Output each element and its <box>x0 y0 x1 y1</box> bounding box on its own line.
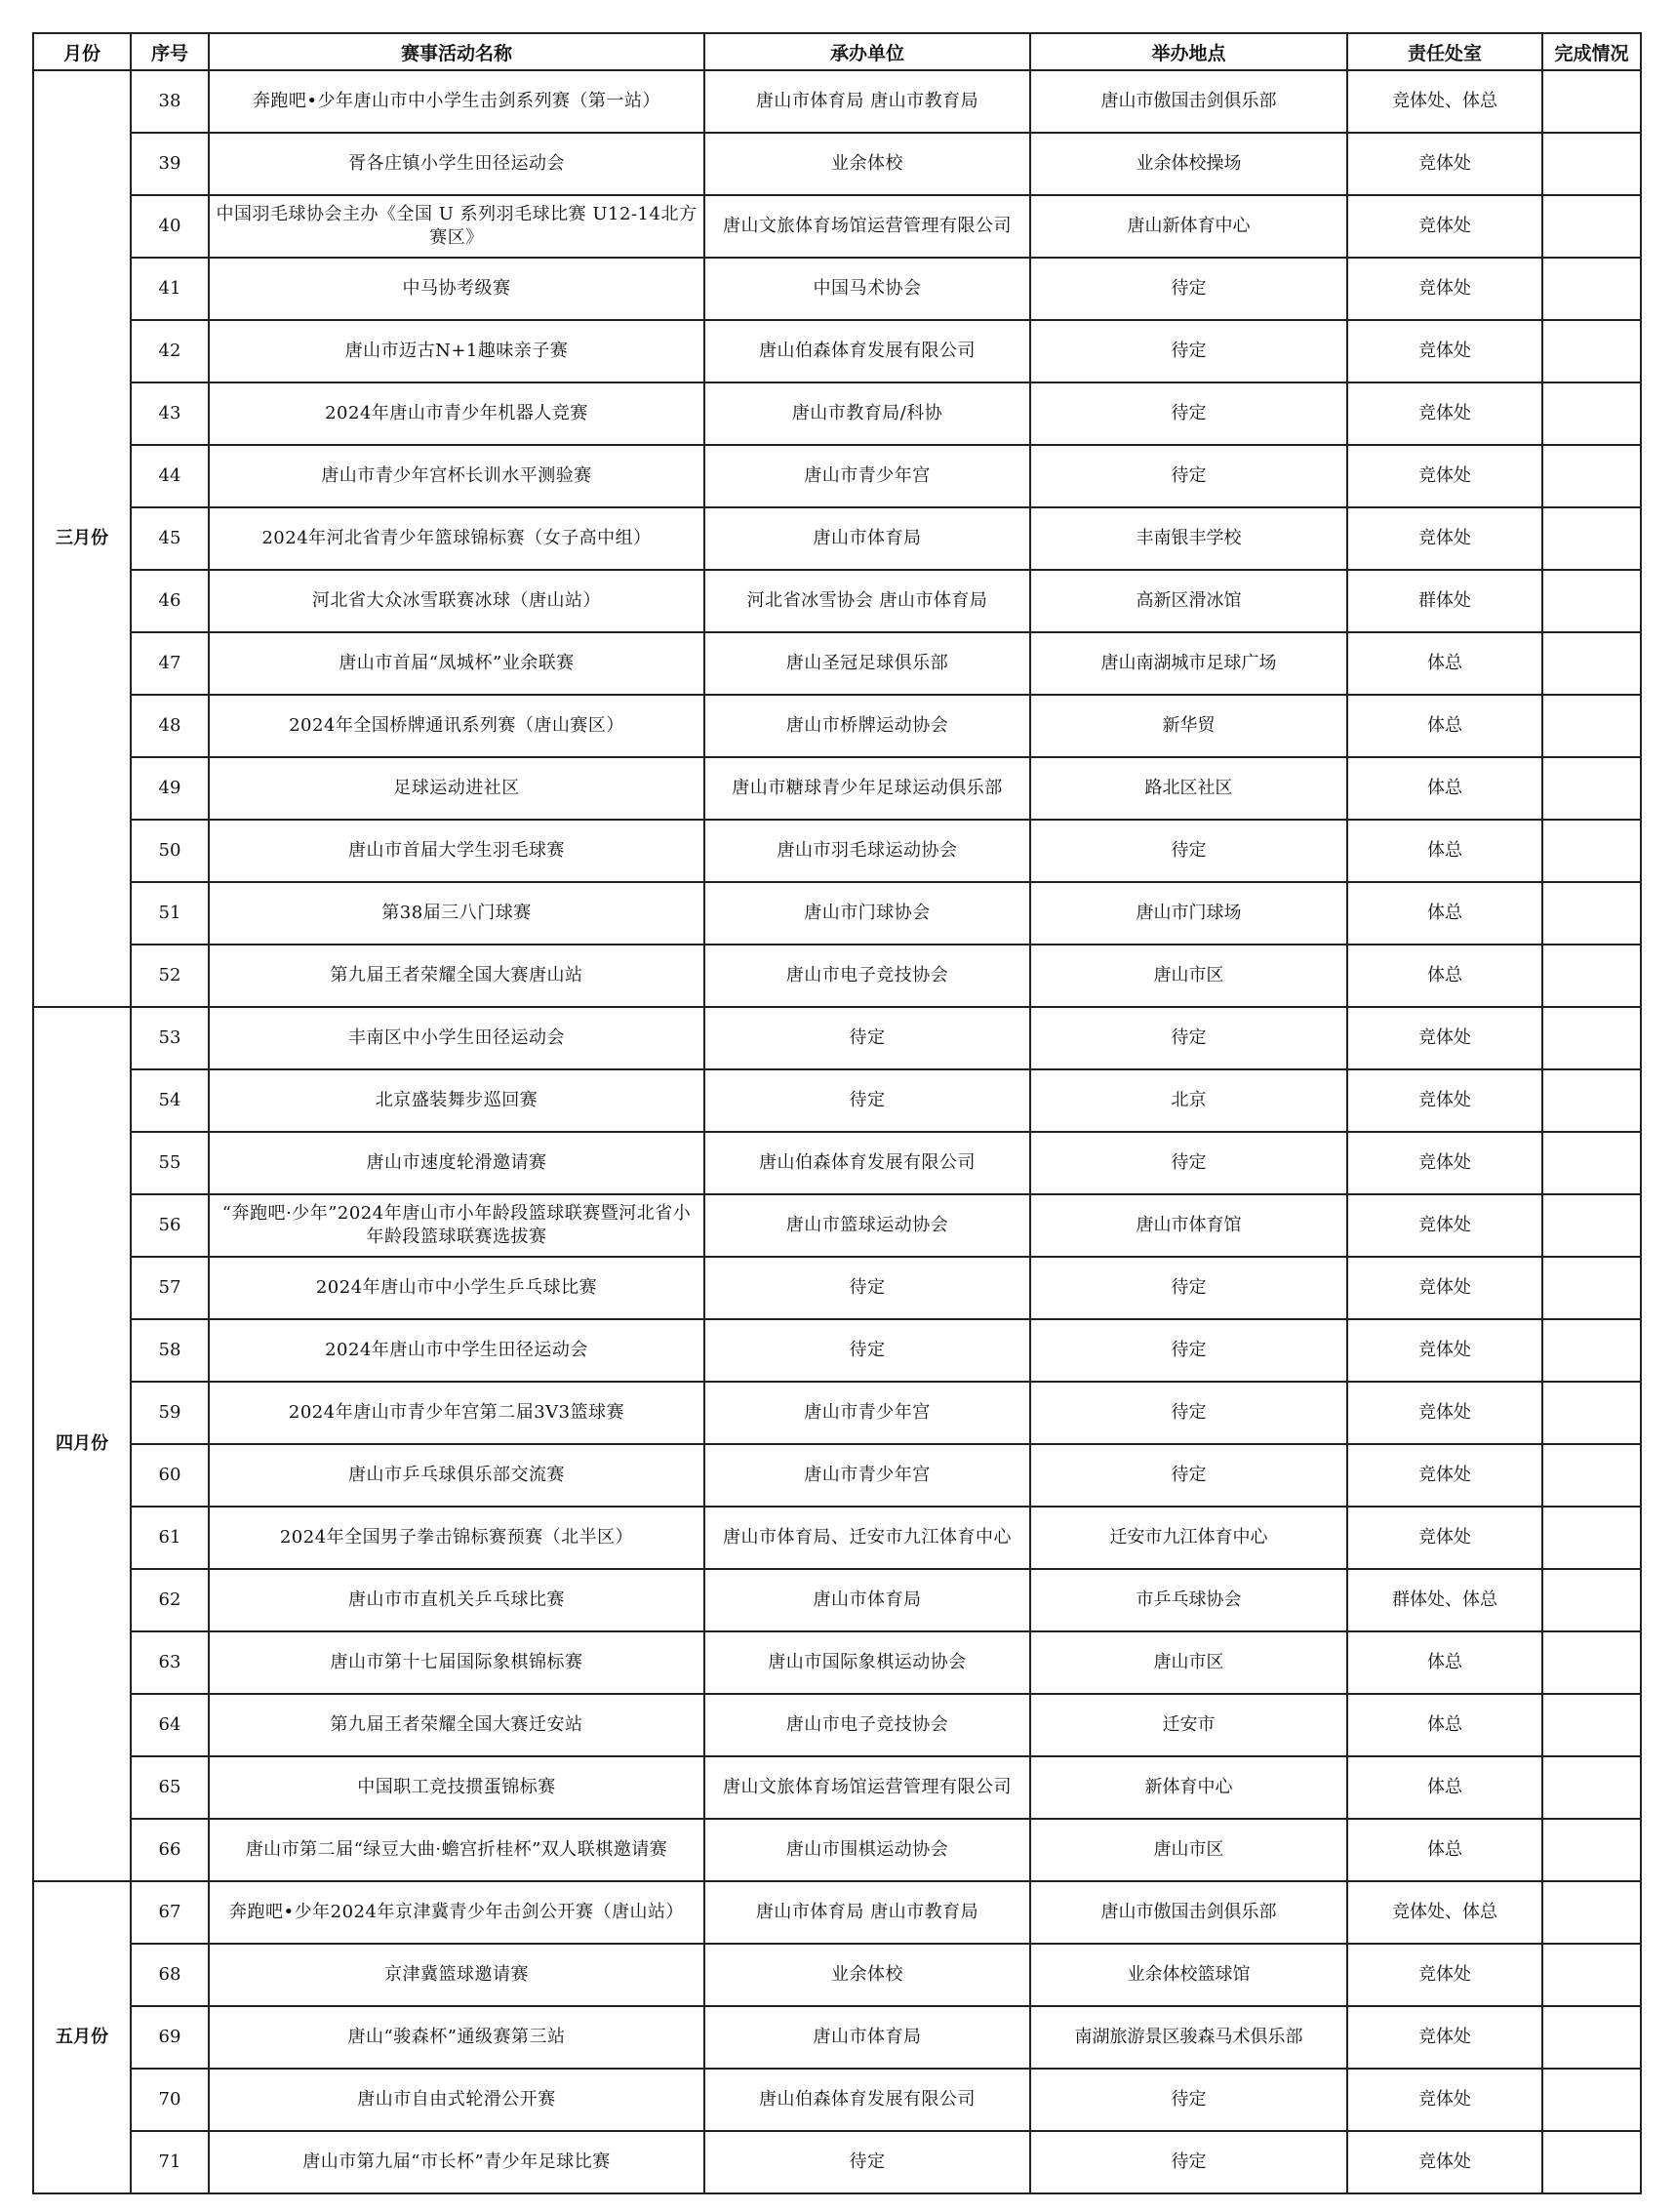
cell-organizer: 中国马术协会 <box>704 258 1030 320</box>
cell-organizer: 唐山伯森体育发展有限公司 <box>704 1132 1030 1194</box>
cell-dept: 竞体处 <box>1347 320 1542 382</box>
cell-organizer: 待定 <box>704 1069 1030 1132</box>
cell-status <box>1542 133 1641 195</box>
cell-dept: 体总 <box>1347 1819 1542 1881</box>
cell-event-name: 2024年唐山市中学生田径运动会 <box>209 1319 704 1382</box>
cell-venue: 高新区滑冰馆 <box>1030 570 1347 632</box>
cell-status <box>1542 1944 1641 2006</box>
cell-organizer: 待定 <box>704 1007 1030 1069</box>
cell-venue: 唐山市门球场 <box>1030 882 1347 945</box>
header-row <box>33 33 1641 70</box>
cell-organizer: 唐山市电子竞技协会 <box>704 1694 1030 1756</box>
cell-event-name: 2024年唐山市青少年机器人竞赛 <box>209 382 704 445</box>
cell-organizer: 唐山市体育局 唐山市教育局 <box>704 1881 1030 1944</box>
cell-organizer: 唐山市围棋运动协会 <box>704 1819 1030 1881</box>
cell-event-name: 唐山市青少年宫杯长训水平测验赛 <box>209 445 704 507</box>
cell-event-name: 唐山“骏森杯”通级赛第三站 <box>209 2006 704 2069</box>
cell-status <box>1542 1257 1641 1319</box>
cell-status <box>1542 195 1641 258</box>
cell-organizer: 唐山市青少年宫 <box>704 1382 1030 1444</box>
cell-event-name: 唐山市自由式轮滑公开赛 <box>209 2069 704 2131</box>
table-row <box>33 1631 1641 1694</box>
cell-status <box>1542 1694 1641 1756</box>
cell-dept: 体总 <box>1347 632 1542 695</box>
cell-dept: 竞体处 <box>1347 1069 1542 1132</box>
cell-dept: 竞体处 <box>1347 1257 1542 1319</box>
cell-event-name: 2024年唐山市中小学生乒乓球比赛 <box>209 1257 704 1319</box>
table-row <box>33 507 1641 570</box>
cell-seq: 58 <box>131 1319 209 1382</box>
cell-organizer: 唐山市糖球青少年足球运动俱乐部 <box>704 757 1030 820</box>
table-row <box>33 757 1641 820</box>
cell-event-name: 京津冀篮球邀请赛 <box>209 1944 704 2006</box>
cell-dept: 竞体处 <box>1347 1319 1542 1382</box>
cell-dept: 体总 <box>1347 882 1542 945</box>
cell-seq: 69 <box>131 2006 209 2069</box>
header-seq: 序号 <box>131 33 209 70</box>
cell-event-name: 唐山市第二届“绿豆大曲·蟾宫折桂杯”双人联棋邀请赛 <box>209 1819 704 1881</box>
event-schedule-table <box>32 32 1642 2194</box>
cell-status <box>1542 820 1641 882</box>
cell-dept: 群体处、体总 <box>1347 1569 1542 1631</box>
table-row <box>33 1444 1641 1507</box>
cell-organizer: 唐山市体育局 <box>704 1569 1030 1631</box>
header-organizer: 承办单位 <box>704 33 1030 70</box>
cell-seq: 59 <box>131 1382 209 1444</box>
header-venue: 举办地点 <box>1030 33 1347 70</box>
cell-seq: 40 <box>131 195 209 258</box>
cell-organizer: 唐山市羽毛球运动协会 <box>704 820 1030 882</box>
table-body <box>33 70 1641 2193</box>
cell-status <box>1542 2006 1641 2069</box>
cell-seq: 50 <box>131 820 209 882</box>
cell-event-name: 丰南区中小学生田径运动会 <box>209 1007 704 1069</box>
cell-dept: 竞体处 <box>1347 1382 1542 1444</box>
cell-seq: 70 <box>131 2069 209 2131</box>
cell-status <box>1542 1382 1641 1444</box>
cell-status <box>1542 1007 1641 1069</box>
table-row <box>33 882 1641 945</box>
cell-event-name: 唐山市首届大学生羽毛球赛 <box>209 820 704 882</box>
cell-organizer: 业余体校 <box>704 133 1030 195</box>
cell-dept: 竞体处 <box>1347 1507 1542 1569</box>
table-row <box>33 1194 1641 1257</box>
cell-event-name: 2024年全国男子拳击锦标赛预赛（北半区） <box>209 1507 704 1569</box>
table-row <box>33 945 1641 1007</box>
cell-seq: 66 <box>131 1819 209 1881</box>
cell-venue: 北京 <box>1030 1069 1347 1132</box>
cell-status <box>1542 2069 1641 2131</box>
table-row <box>33 1319 1641 1382</box>
cell-dept: 竞体处 <box>1347 1944 1542 2006</box>
cell-organizer: 唐山伯森体育发展有限公司 <box>704 320 1030 382</box>
cell-venue: 唐山市区 <box>1030 945 1347 1007</box>
cell-organizer: 唐山市青少年宫 <box>704 445 1030 507</box>
cell-dept: 体总 <box>1347 945 1542 1007</box>
cell-dept: 竞体处 <box>1347 1132 1542 1194</box>
cell-venue: 待定 <box>1030 1319 1347 1382</box>
cell-event-name: 河北省大众冰雪联赛冰球（唐山站） <box>209 570 704 632</box>
cell-event-name: 第九届王者荣耀全国大赛唐山站 <box>209 945 704 1007</box>
cell-seq: 44 <box>131 445 209 507</box>
table-row <box>33 1507 1641 1569</box>
cell-venue: 迁安市 <box>1030 1694 1347 1756</box>
cell-dept: 竞体处 <box>1347 195 1542 258</box>
cell-venue: 迁安市九江体育中心 <box>1030 1507 1347 1569</box>
cell-event-name: 足球运动进社区 <box>209 757 704 820</box>
cell-dept: 竞体处 <box>1347 507 1542 570</box>
cell-seq: 56 <box>131 1194 209 1257</box>
cell-event-name: 中马协考级赛 <box>209 258 704 320</box>
cell-seq: 67 <box>131 1881 209 1944</box>
table-row <box>33 320 1641 382</box>
cell-venue: 唐山市傲国击剑俱乐部 <box>1030 70 1347 133</box>
cell-status <box>1542 2131 1641 2193</box>
cell-venue: 南湖旅游景区骏森马术俱乐部 <box>1030 2006 1347 2069</box>
cell-venue: 待定 <box>1030 2069 1347 2131</box>
cell-seq: 47 <box>131 632 209 695</box>
cell-status <box>1542 70 1641 133</box>
cell-organizer: 唐山市教育局/科协 <box>704 382 1030 445</box>
cell-dept: 竞体处 <box>1347 1007 1542 1069</box>
cell-event-name: 唐山市乒乓球俱乐部交流赛 <box>209 1444 704 1507</box>
cell-organizer: 唐山市青少年宫 <box>704 1444 1030 1507</box>
cell-venue: 待定 <box>1030 382 1347 445</box>
cell-dept: 体总 <box>1347 695 1542 757</box>
table-row <box>33 570 1641 632</box>
table-row <box>33 632 1641 695</box>
cell-venue: 待定 <box>1030 1132 1347 1194</box>
cell-organizer: 唐山市桥牌运动协会 <box>704 695 1030 757</box>
cell-event-name: 唐山市首届“凤城杯”业余联赛 <box>209 632 704 695</box>
cell-dept: 体总 <box>1347 1631 1542 1694</box>
cell-status <box>1542 695 1641 757</box>
cell-venue: 待定 <box>1030 1257 1347 1319</box>
cell-event-name: 唐山市速度轮滑邀请赛 <box>209 1132 704 1194</box>
cell-dept: 竞体处、体总 <box>1347 70 1542 133</box>
table-row <box>33 1069 1641 1132</box>
cell-seq: 48 <box>131 695 209 757</box>
header-month: 月份 <box>33 33 131 70</box>
cell-seq: 54 <box>131 1069 209 1132</box>
header-name: 赛事活动名称 <box>209 33 704 70</box>
cell-dept: 竞体处 <box>1347 1194 1542 1257</box>
table-row <box>33 1881 1641 1944</box>
cell-organizer: 唐山文旅体育场馆运营管理有限公司 <box>704 1756 1030 1819</box>
cell-status <box>1542 1194 1641 1257</box>
cell-venue: 业余体校篮球馆 <box>1030 1944 1347 2006</box>
cell-venue: 待定 <box>1030 1007 1347 1069</box>
cell-status <box>1542 1069 1641 1132</box>
cell-venue: 待定 <box>1030 1382 1347 1444</box>
cell-event-name: 胥各庄镇小学生田径运动会 <box>209 133 704 195</box>
cell-seq: 46 <box>131 570 209 632</box>
cell-event-name: 唐山市市直机关乒乓球比赛 <box>209 1569 704 1631</box>
cell-organizer: 唐山市国际象棋运动协会 <box>704 1631 1030 1694</box>
cell-status <box>1542 1319 1641 1382</box>
cell-venue: 待定 <box>1030 258 1347 320</box>
cell-dept: 竞体处 <box>1347 133 1542 195</box>
cell-organizer: 待定 <box>704 1257 1030 1319</box>
month-cell: 四月份 <box>33 1007 131 1881</box>
cell-status <box>1542 1569 1641 1631</box>
cell-seq: 45 <box>131 507 209 570</box>
month-cell: 三月份 <box>33 70 131 1007</box>
cell-venue: 待定 <box>1030 2131 1347 2193</box>
cell-seq: 64 <box>131 1694 209 1756</box>
cell-seq: 41 <box>131 258 209 320</box>
cell-organizer: 唐山市门球协会 <box>704 882 1030 945</box>
month-cell: 五月份 <box>33 1881 131 2193</box>
cell-status <box>1542 1132 1641 1194</box>
cell-dept: 竞体处、体总 <box>1347 1881 1542 1944</box>
cell-event-name: 2024年河北省青少年篮球锦标赛（女子高中组） <box>209 507 704 570</box>
cell-organizer: 唐山市体育局 唐山市教育局 <box>704 70 1030 133</box>
cell-status <box>1542 570 1641 632</box>
cell-venue: 市乒乓球协会 <box>1030 1569 1347 1631</box>
cell-dept: 竞体处 <box>1347 445 1542 507</box>
table-row <box>33 1756 1641 1819</box>
cell-organizer: 唐山市篮球运动协会 <box>704 1194 1030 1257</box>
cell-seq: 57 <box>131 1257 209 1319</box>
cell-venue: 丰南银丰学校 <box>1030 507 1347 570</box>
cell-dept: 竞体处 <box>1347 2006 1542 2069</box>
cell-seq: 43 <box>131 382 209 445</box>
cell-venue: 唐山市傲国击剑俱乐部 <box>1030 1881 1347 1944</box>
cell-dept: 群体处 <box>1347 570 1542 632</box>
table-row <box>33 2131 1641 2193</box>
cell-event-name: 2024年唐山市青少年宫第二届3V3篮球赛 <box>209 1382 704 1444</box>
cell-status <box>1542 1507 1641 1569</box>
cell-seq: 55 <box>131 1132 209 1194</box>
table-row <box>33 195 1641 258</box>
table-row <box>33 1569 1641 1631</box>
cell-venue: 唐山南湖城市足球广场 <box>1030 632 1347 695</box>
header-status: 完成情况 <box>1542 33 1641 70</box>
cell-event-name: 唐山市第十七届国际象棋锦标赛 <box>209 1631 704 1694</box>
cell-status <box>1542 1881 1641 1944</box>
table-row <box>33 382 1641 445</box>
cell-event-name: 第38届三八门球赛 <box>209 882 704 945</box>
cell-event-name: 2024年全国桥牌通讯系列赛（唐山赛区） <box>209 695 704 757</box>
table-row <box>33 1694 1641 1756</box>
cell-venue: 唐山市体育馆 <box>1030 1194 1347 1257</box>
table-row <box>33 1944 1641 2006</box>
table-row <box>33 70 1641 133</box>
cell-venue: 新华贸 <box>1030 695 1347 757</box>
cell-venue: 业余体校操场 <box>1030 133 1347 195</box>
cell-organizer: 河北省冰雪协会 唐山市体育局 <box>704 570 1030 632</box>
cell-venue: 路北区社区 <box>1030 757 1347 820</box>
cell-event-name: 奔跑吧•少年唐山市中小学生击剑系列赛（第一站） <box>209 70 704 133</box>
cell-venue: 待定 <box>1030 320 1347 382</box>
cell-status <box>1542 632 1641 695</box>
cell-venue: 待定 <box>1030 820 1347 882</box>
cell-event-name: 北京盛装舞步巡回赛 <box>209 1069 704 1132</box>
cell-seq: 60 <box>131 1444 209 1507</box>
table-row <box>33 133 1641 195</box>
cell-seq: 52 <box>131 945 209 1007</box>
cell-dept: 体总 <box>1347 1756 1542 1819</box>
cell-status <box>1542 1819 1641 1881</box>
cell-status <box>1542 1631 1641 1694</box>
cell-event-name: 中国职工竞技掼蛋锦标赛 <box>209 1756 704 1819</box>
cell-status <box>1542 445 1641 507</box>
cell-seq: 53 <box>131 1007 209 1069</box>
cell-event-name: 唐山市迈古N+1趣味亲子赛 <box>209 320 704 382</box>
cell-venue: 待定 <box>1030 445 1347 507</box>
cell-seq: 71 <box>131 2131 209 2193</box>
cell-seq: 62 <box>131 1569 209 1631</box>
cell-status <box>1542 882 1641 945</box>
cell-venue: 唐山新体育中心 <box>1030 195 1347 258</box>
table-row <box>33 1819 1641 1881</box>
cell-organizer: 唐山圣冠足球俱乐部 <box>704 632 1030 695</box>
cell-venue: 唐山市区 <box>1030 1819 1347 1881</box>
table-row <box>33 1007 1641 1069</box>
table-row <box>33 258 1641 320</box>
cell-seq: 65 <box>131 1756 209 1819</box>
cell-status <box>1542 1756 1641 1819</box>
cell-dept: 竞体处 <box>1347 2069 1542 2131</box>
cell-dept: 体总 <box>1347 757 1542 820</box>
cell-seq: 42 <box>131 320 209 382</box>
cell-organizer: 待定 <box>704 2131 1030 2193</box>
cell-status <box>1542 258 1641 320</box>
cell-seq: 49 <box>131 757 209 820</box>
cell-status <box>1542 757 1641 820</box>
table-row <box>33 695 1641 757</box>
cell-status <box>1542 320 1641 382</box>
cell-seq: 51 <box>131 882 209 945</box>
cell-status <box>1542 382 1641 445</box>
cell-dept: 体总 <box>1347 1694 1542 1756</box>
cell-dept: 竞体处 <box>1347 2131 1542 2193</box>
cell-dept: 体总 <box>1347 820 1542 882</box>
cell-organizer: 唐山市体育局 <box>704 2006 1030 2069</box>
cell-event-name: “奔跑吧·少年”2024年唐山市小年龄段篮球联赛暨河北省小年龄段篮球联赛选拔赛 <box>209 1194 704 1257</box>
table-row <box>33 2006 1641 2069</box>
table-row <box>33 1132 1641 1194</box>
cell-event-name: 唐山市第九届“市长杯”青少年足球比赛 <box>209 2131 704 2193</box>
cell-venue: 新体育中心 <box>1030 1756 1347 1819</box>
cell-organizer: 唐山市体育局、迁安市九江体育中心 <box>704 1507 1030 1569</box>
header-dept: 责任处室 <box>1347 33 1542 70</box>
cell-status <box>1542 507 1641 570</box>
table-row <box>33 820 1641 882</box>
cell-dept: 竞体处 <box>1347 1444 1542 1507</box>
cell-venue: 唐山市区 <box>1030 1631 1347 1694</box>
table-row <box>33 1257 1641 1319</box>
cell-organizer: 待定 <box>704 1319 1030 1382</box>
cell-seq: 39 <box>131 133 209 195</box>
cell-organizer: 唐山文旅体育场馆运营管理有限公司 <box>704 195 1030 258</box>
cell-seq: 38 <box>131 70 209 133</box>
cell-status <box>1542 945 1641 1007</box>
cell-event-name: 第九届王者荣耀全国大赛迁安站 <box>209 1694 704 1756</box>
cell-seq: 68 <box>131 1944 209 2006</box>
table-header <box>33 33 1641 70</box>
cell-event-name: 奔跑吧•少年2024年京津冀青少年击剑公开赛（唐山站） <box>209 1881 704 1944</box>
cell-event-name: 中国羽毛球协会主办《全国 U 系列羽毛球比赛 U12-14北方赛区》 <box>209 195 704 258</box>
cell-organizer: 唐山市体育局 <box>704 507 1030 570</box>
cell-status <box>1542 1444 1641 1507</box>
table-row <box>33 2069 1641 2131</box>
cell-organizer: 业余体校 <box>704 1944 1030 2006</box>
cell-seq: 61 <box>131 1507 209 1569</box>
cell-dept: 竞体处 <box>1347 258 1542 320</box>
cell-organizer: 唐山市电子竞技协会 <box>704 945 1030 1007</box>
table-row <box>33 1382 1641 1444</box>
cell-organizer: 唐山伯森体育发展有限公司 <box>704 2069 1030 2131</box>
cell-seq: 63 <box>131 1631 209 1694</box>
cell-dept: 竞体处 <box>1347 382 1542 445</box>
table-row <box>33 445 1641 507</box>
cell-venue: 待定 <box>1030 1444 1347 1507</box>
